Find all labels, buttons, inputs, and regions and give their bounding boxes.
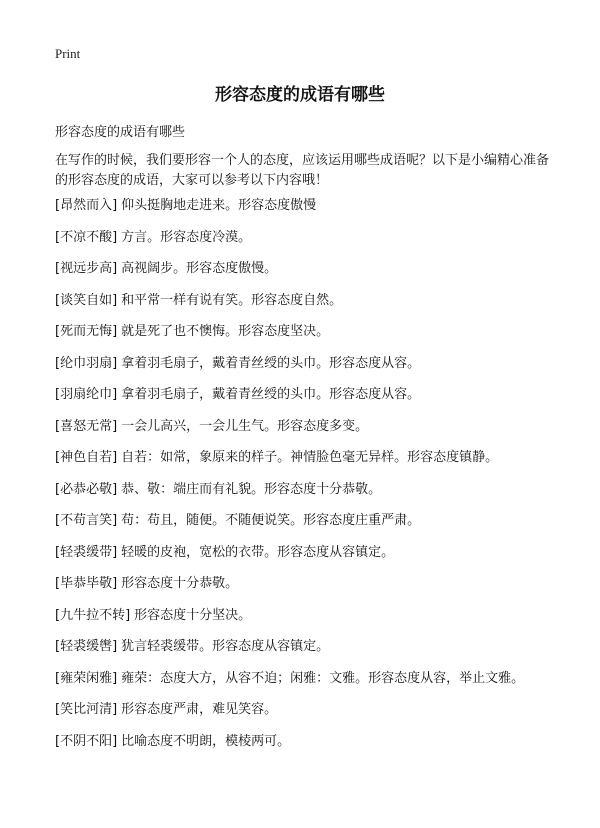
idiom-term: [羽扇纶巾] [55, 387, 118, 402]
idiom-term: [神色自若] [55, 450, 118, 465]
idiom-description: 形容态度十分恭敬。 [121, 576, 239, 591]
idiom-term: [不阴不阳] [55, 733, 118, 749]
idiom-term: [谈笑自如] [55, 292, 118, 308]
idiom-description: 拿着羽毛扇子，戴着青丝绶的头巾。形容态度从容。 [121, 355, 421, 371]
idiom-description: 就是死了也不懊悔。形容态度坚决。 [121, 324, 330, 339]
idiom-entry [55, 544, 575, 576]
idiom-description: 自若：如常，象原来的样子。神情脸色毫无异样。形容态度镇静。 [121, 450, 499, 465]
idiom-entry [55, 418, 575, 450]
idiom-entry [55, 260, 575, 292]
idiom-term: [昂然而入] [55, 198, 118, 213]
idiom-description: 犹言轻裘缓带。形容态度从容镇定。 [121, 639, 330, 654]
idiom-description: 雍荣：态度大方，从容不迫；闲雅：文雅。形容态度从容，举止文雅。 [121, 670, 525, 686]
idiom-entry [55, 481, 575, 513]
idiom-term: [九牛拉不转] [55, 607, 131, 623]
idiom-entry [55, 701, 575, 733]
idiom-description: 形容态度严肃，难见笑容。 [121, 702, 278, 717]
idiom-term: [笑比河清] [55, 702, 118, 717]
idiom-entry [55, 386, 575, 418]
page-subtitle: 形容态度的成语有哪些 [55, 125, 186, 140]
idiom-description: 仰头挺胸地走进来。形容态度傲慢 [121, 198, 317, 213]
idiom-term: [死而无悔] [55, 324, 118, 339]
idiom-description: 形容态度十分坚决。 [134, 607, 252, 623]
idiom-description: 一会儿高兴，一会儿生气。形容态度多变。 [121, 418, 369, 434]
idiom-entry [55, 323, 575, 355]
idiom-term: [轻裘缓带] [55, 544, 118, 560]
idiom-term: [不苟言笑] [55, 513, 118, 528]
idiom-entry [55, 733, 575, 765]
idiom-description: 比喻态度不明朗，模棱两可。 [121, 733, 291, 749]
idiom-term: [毕恭毕敬] [55, 576, 118, 591]
idiom-entry [55, 575, 575, 607]
idiom-entry [55, 292, 575, 324]
idiom-description: 和平常一样有说有笑。形容态度自然。 [121, 292, 343, 308]
idiom-entry [55, 670, 575, 702]
idiom-term: [必恭必敬] [55, 481, 118, 497]
idiom-description: 轻暖的皮袍，宽松的衣带。形容态度从容镇定。 [121, 544, 395, 560]
page-title: 形容态度的成语有哪些 [215, 85, 385, 105]
idiom-list [55, 197, 575, 764]
idiom-term: [雍荣闲雅] [55, 670, 118, 686]
idiom-entry [55, 355, 575, 387]
idiom-entry [55, 512, 575, 544]
idiom-entry [55, 607, 575, 639]
idiom-entry [55, 638, 575, 670]
idiom-term: [视远步高] [55, 261, 118, 276]
intro-paragraph: 在写作的时候，我们要形容一个人的态度，应该运用哪些成语呢？以下是小编精心准备的形容态度的成语，大家可以参考以下内容哦！ [55, 153, 550, 188]
idiom-entry [55, 229, 575, 261]
idiom-description: 拿着羽毛扇子，戴着青丝绶的头巾。形容态度从容。 [121, 387, 421, 402]
idiom-term: [喜怒无常] [55, 418, 118, 434]
idiom-term: [不凉不酸] [55, 229, 118, 245]
idiom-term: [纶巾羽扇] [55, 355, 118, 371]
idiom-description: 苟：苟且，随便。不随便说笑。形容态度庄重严肃。 [121, 513, 421, 528]
idiom-term: [轻裘缓辔] [55, 639, 118, 654]
idiom-entry [55, 197, 575, 229]
idiom-description: 恭、敬：端庄而有礼貌。形容态度十分恭敬。 [121, 481, 382, 497]
print-link[interactable]: Print [55, 46, 81, 61]
idiom-entry [55, 449, 575, 481]
idiom-description: 高视阔步。形容态度傲慢。 [121, 261, 278, 276]
idiom-description: 方言。形容态度冷漠。 [121, 229, 252, 245]
